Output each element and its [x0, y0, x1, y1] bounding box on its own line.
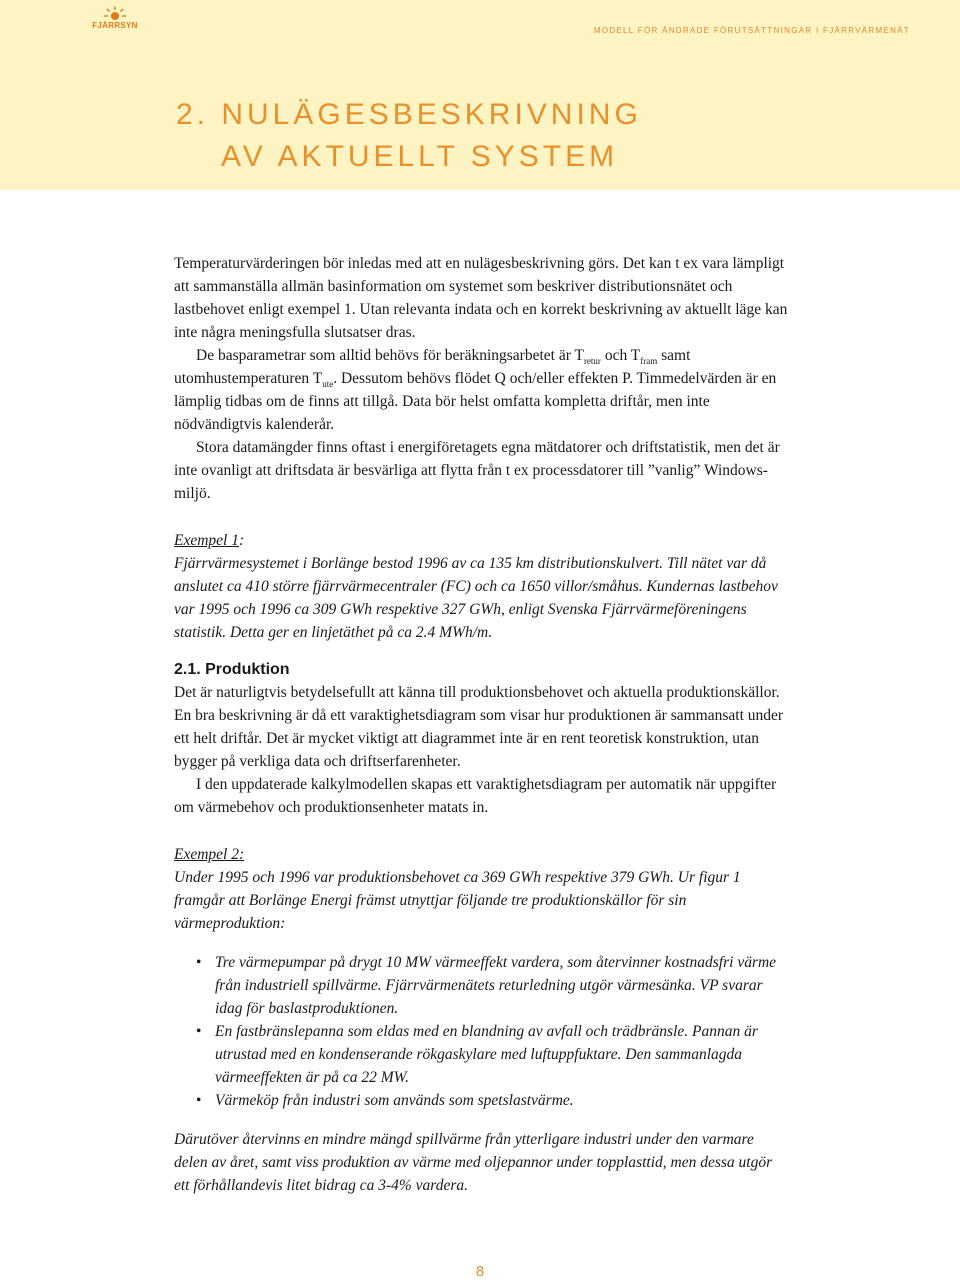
- chapter-title: [176, 94, 642, 178]
- produktion-paragraph-2: I den uppdaterade kalkylmodellen skapas ett varaktighetsdiagram per automatik när uppgifter om värmebehov och produktionsenheter matats in.: [174, 776, 777, 816]
- intro-paragraph-3: Stora datamängder finns oftast i energiföretagets egna mätdatorer och driftstatistik, men det är inte ovanligt att driftsdata är besvärliga att flytta från t ex processdatorer till ”vanlig” Windows-miljö.: [174, 439, 780, 502]
- example-2-label: Exempel 2:: [174, 846, 245, 863]
- bullet-icon: •: [196, 1023, 202, 1040]
- example-1-heading: [174, 529, 789, 552]
- header-banner: [0, 0, 960, 190]
- p2-text-d: . Dessutom behövs flödet Q och/eller effekten P. Timmedelvärden är en lämplig tidbas om de finns att tillgå. Data bör helst omfatta kompletta driftår, men inte nödvändigtvis kalenderår.: [174, 370, 777, 433]
- p2-text-a: De basparametrar som alltid behövs för beräkningsarbetet är T: [196, 347, 584, 364]
- sun-icon: [103, 6, 127, 22]
- p2-text-c: samt utomhustemperaturen T: [174, 347, 691, 387]
- t-fram-subscript: fram: [640, 356, 658, 366]
- section-heading-produktion: 2.1. Produktion: [174, 661, 290, 678]
- running-header: MODELL FÖR ÄNDRADE FÖRUTSÄTTNINGAR I FJÄRRVÄRMENÄT: [593, 26, 910, 35]
- produktion-paragraph-1: Det är naturligtvis betydelsefullt att känna till produktionsbehovet och aktuella produktionskällor. En bra beskrivning är då ett varaktighetsdiagram som visar hur produktionen är sammansatt under ett helt driftår. Det är mycket viktigt att diagrammet inte är en rent teoretisk konstruktion, utan bygger på verkliga data och driftserfarenheter.: [174, 684, 784, 770]
- example-2-outro: Därutöver återvinns en mindre mängd spillvärme från ytterligare industri under den varmare delen av året, samt viss produktion av värme med oljepannor under topplasttid, men dessa utgör ett förhållandevis litet bidrag ca 3-4% vardera.: [174, 1131, 773, 1194]
- example-1-label: Exempel 1: [174, 532, 239, 549]
- p2-text-b: och T: [600, 347, 641, 364]
- production-source-list: [174, 951, 789, 1112]
- list-item: [174, 951, 789, 1020]
- list-item-text: Tre värmepumpar på drygt 10 MW värmeeffekt vardera, som återvinner kostnadsfri värme från industriell spillvärme. Fjärrvärmenätets returledning utgör värmesänka. VP svarar idag för baslastproduktionen.: [215, 954, 777, 1017]
- list-item: [174, 1020, 789, 1089]
- intro-paragraph-2: [174, 344, 789, 436]
- list-item-text: Värmeköp från industri som används som spetslastvärme.: [215, 1092, 574, 1109]
- example-1-text: Fjärrvärmesystemet i Borlänge bestod 1996 av ca 135 km distributionskulvert. Till nätet var då anslutet ca 410 större fjärrvärmecentraler (FC) och ca 1650 villor/småhus. Kundernas lastbehov var 1995 och 1996 ca 309 GWh respektive 327 GWh, enligt Svenska Fjärrvärmeföreningens statistik. Detta ger en linjetäthet på ca 2.4 MWh/m.: [174, 555, 778, 641]
- page-number: 8: [475, 1263, 485, 1280]
- bullet-icon: •: [196, 1092, 202, 1109]
- fjarrsyn-logo: [90, 6, 140, 34]
- list-item-text: En fastbränslepanna som eldas med en blandning av avfall och trädbränsle. Pannan är utrustad med en kondenserande rökgaskylare med luftuppfuktare. Den sammanlagda värmeeffekten är på ca 22 MW.: [215, 1023, 758, 1086]
- logo-text: FJÄRRSYN: [92, 21, 138, 30]
- chapter-title-line2: AV AKTUELLT SYSTEM: [221, 140, 619, 173]
- bullet-icon: •: [196, 954, 202, 971]
- t-ute-subscript: ute: [322, 379, 334, 389]
- chapter-title-line1: 2. NULÄGESBESKRIVNING: [176, 98, 642, 131]
- list-item: [174, 1089, 789, 1112]
- main-content: [174, 252, 789, 1197]
- example-2-intro: Under 1995 och 1996 var produktionsbehovet ca 369 GWh respektive 379 GWh. Ur figur 1 framgår att Borlänge Energi främst utnyttjar följande tre produktionskällor för sin värmeproduktion:: [174, 869, 741, 932]
- t-retur-subscript: retur: [583, 356, 601, 366]
- example-1-colon: :: [238, 532, 245, 549]
- intro-paragraph-1: Temperaturvärderingen bör inledas med att en nulägesbeskrivning görs. Det kan t ex vara lämpligt att sammanställa allmän basinformation om systemet som beskriver distributionsnätet och lastbehovet enligt exempel 1. Utan relevanta indata och en korrekt beskrivning av aktuellt läge kan inte några meningsfulla slutsatser dras.: [174, 255, 788, 341]
